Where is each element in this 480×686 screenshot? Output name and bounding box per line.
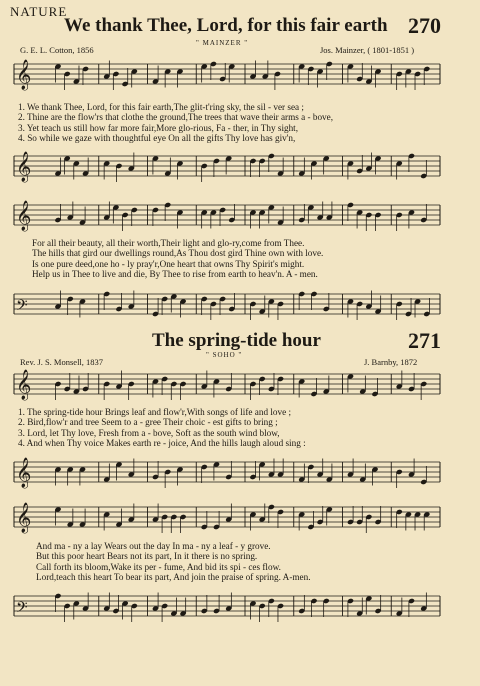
lyric-line: 4. And when Thy voice Makes earth re - joice, And the hills laugh aloud sing : <box>18 437 306 448</box>
bass-clef-icon: 𝄢 <box>16 599 28 620</box>
lyric-line: Help us in Thee to live and die, By Thee to rise from earth to heav'n. A - men. <box>32 268 318 279</box>
tune-name: " SOHO " <box>206 351 243 359</box>
music-system <box>0 452 480 498</box>
treble-clef-icon: 𝄞 <box>16 370 32 400</box>
lyric-line: 3. Lord, let Thy love, Fresh from a - bove, Soft as the south wind blow, <box>18 427 280 438</box>
treble-clef-icon: 𝄞 <box>16 60 32 90</box>
refrain-lyrics <box>32 238 323 279</box>
lyric-line: Call forth its bloom,Wake its per - fume, And bid its spi - ces flow. <box>36 561 281 572</box>
staff-lines <box>14 507 440 527</box>
lyric-line: But this poor heart Bears not its part, In it there is no spring. <box>36 551 258 562</box>
hymn-title: The spring-tide hour <box>152 330 321 351</box>
hymn-number: 270 <box>408 13 441 38</box>
lyric-line: 2. Thine are the flow'rs that clothe the ground,The trees that wave their arms a - bove, <box>18 112 334 123</box>
lyric-line: And ma - ny a lay Wears out the day In ma - ny a leaf - y grove. <box>36 541 271 551</box>
hymn-number: 271 <box>408 328 441 353</box>
lyric-line: Is one pure deed,one ho - ly pray'r,One heart that owns Thy Spirit's might. <box>32 258 305 269</box>
author-credit: G. E. L. Cotton, 1856 <box>20 45 94 55</box>
hymn-title: We thank Thee, Lord, for this fair earth <box>64 15 388 36</box>
stanza-lyrics <box>18 407 306 448</box>
lyric-line: 2. Bird,flow'r and tree Seem to a - gree Their choic - est gifts to bring ; <box>18 417 278 428</box>
tune-name: " MAINZER " <box>196 39 249 47</box>
staff-lines <box>14 596 440 616</box>
lyric-line: The hills that gird our dwellings round,As Thou dost gird Thine own with love. <box>32 248 324 259</box>
music-system <box>0 284 480 330</box>
lyric-line: 3. Yet teach us still how far more fair,More glo-rious, Fa - ther, in Thy sight, <box>18 122 299 133</box>
treble-clef-icon: 𝄞 <box>16 201 32 231</box>
author-credit: Rev. J. S. Monsell, 1837 <box>20 357 104 367</box>
section-heading: NATURE <box>10 4 68 19</box>
stanza-lyrics <box>18 102 333 143</box>
music-system <box>0 54 480 100</box>
music-system <box>0 497 480 539</box>
lyric-line: 1. The spring-tide hour Brings leaf and flow'r,With songs of life and love ; <box>18 407 291 417</box>
treble-clef-icon: 𝄞 <box>16 152 32 182</box>
bass-clef-icon: 𝄢 <box>16 297 28 318</box>
treble-clef-icon: 𝄞 <box>16 503 32 533</box>
composer-credit: J. Barnby, 1872 <box>364 357 418 367</box>
lyric-line: 1. We thank Thee, Lord, for this fair earth,The glit-t'ring sky, the sil - ver sea ; <box>18 102 304 112</box>
music-system <box>0 586 480 632</box>
refrain-lyrics <box>36 541 311 582</box>
lyric-line: 4. So while we gaze with thoughtful eye On all the gifts Thy love has giv'n, <box>18 132 296 143</box>
lyric-line: Lord,teach this heart To bear its part, And join the praise of spring. A-men. <box>36 571 311 582</box>
lyric-line: For all their beauty, all their worth,Their light and glo-ry,come from Thee. <box>32 238 305 248</box>
music-system <box>0 146 480 192</box>
treble-clef-icon: 𝄞 <box>16 458 32 488</box>
composer-credit: Jos. Mainzer, ( 1801-1851 ) <box>320 45 415 55</box>
music-system <box>0 195 480 237</box>
music-system <box>0 364 480 410</box>
